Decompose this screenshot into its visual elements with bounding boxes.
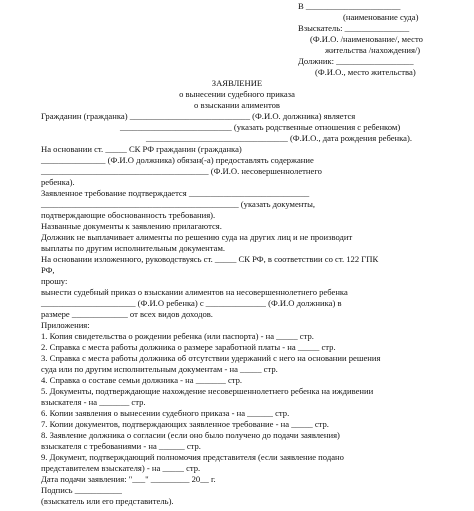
document-subtitle-2: о взыскании алиментов <box>194 100 280 110</box>
attachment-item: 4. Справка о составе семьи должника - на _______ стр. <box>41 375 243 385</box>
attachment-item: 9. Документ, подтверждающий полномочия представителя (если заявление подано <box>41 452 344 462</box>
attachment-item: взыскателя - на _______ стр. <box>41 397 146 407</box>
attachment-item: 1. Копия свидетельства о рождении ребенка (или паспорта) - на _____ стр. <box>41 331 314 341</box>
body-line: _______________________________________ (Ф.И.О. несовершеннолетнего <box>41 166 322 176</box>
body-line: __________________________ (указать родственные отношения с ребенком) <box>120 122 401 132</box>
claimant-caption-2: жительства /нахождения/) <box>325 45 421 55</box>
body-line: выплаты по другим исполнительным документам. <box>41 243 226 253</box>
body-line: Гражданин (гражданка) ____________________________ (Ф.И.О. должника) является <box>41 111 356 121</box>
body-line: ______________________ (Ф.И.О ребенка) с ______________ (Ф.И.О должника) в <box>41 298 342 308</box>
attachment-item: 7. Копии документов, подтверждающих заявленное требование - на _____ стр. <box>41 419 329 429</box>
body-line: подтверждающие обоснованность требования). <box>41 210 216 220</box>
document-title: ЗАЯВЛЕНИЕ <box>211 78 263 88</box>
court-name-caption: (наименование суда) <box>343 12 419 22</box>
body-line: прошу: <box>41 276 68 286</box>
debtor-line: Должник: __________________ <box>298 56 414 66</box>
body-line: Заявленное требование подтверждается ____________________________ <box>41 188 310 198</box>
submission-date: Дата подачи заявления: "___" _________ 20__ г. <box>41 474 216 484</box>
court-line: В ______________________ <box>298 1 401 11</box>
body-line: _________________________________ (Ф.И.О., дата рождения ребенка). <box>146 133 412 143</box>
body-line: Названные документы к заявлению прилагаются. <box>41 221 222 231</box>
signature-line: Подпись ___________ <box>41 485 122 495</box>
attachment-item: 2. Справка с места работы должника о размере заработной платы - на _____ стр. <box>41 342 336 352</box>
attachment-item: взыскателя с требованиями - на ______ стр. <box>41 441 201 451</box>
body-line: размере _____________ от всех видов доходов. <box>41 309 213 319</box>
claimant-line: Взыскатель: _______________ <box>298 23 410 33</box>
body-line: Должник не выплачивает алименты по решению суда на других лиц и не производит <box>41 232 353 242</box>
attachment-item: 3. Справка с места работы должника об отсутствии удержаний с него на основании решения <box>41 353 381 363</box>
body-line: ______________________________________________ (указать документы, <box>41 199 316 209</box>
debtor-caption: (Ф.И.О., место жительства) <box>315 67 416 77</box>
attachment-item: 8. Заявление должника о согласии (если оно было получено до подачи заявления) <box>41 430 340 440</box>
attachment-item: представителем взыскателя) - на _____ стр. <box>41 463 201 473</box>
attachments-heading: Приложения: <box>41 320 90 330</box>
body-line: На основании ст. _____ СК РФ гражданин (гражданка) <box>41 144 242 154</box>
body-line: вынести судебный приказ о взыскании алиментов на несовершеннолетнего ребенка <box>41 287 348 297</box>
signature-caption: (взыскатель или его представитель). <box>41 496 174 506</box>
body-line: РФ, <box>41 265 55 275</box>
attachment-item: 6. Копии заявления о вынесении судебного приказа - на ______ стр. <box>41 408 290 418</box>
body-line: ребенка). <box>41 177 75 187</box>
attachment-item: суда или по другим исполнительным документам - на _____ стр. <box>41 364 278 374</box>
claimant-caption-1: (Ф.И.О. /наименование/, место <box>310 34 423 44</box>
body-line: _______________ (Ф.И.О должника) обязан(-а) предоставлять содержание <box>41 155 314 165</box>
attachment-item: 5. Документы, подтверждающие нахождение несовершеннолетнего ребенка на иждивении <box>41 386 374 396</box>
document-subtitle-1: о вынесении судебного приказа <box>179 89 295 99</box>
body-line: На основании изложенного, руководствуясь ст. _____ СК РФ, в соответствии со ст. 122 ГПК <box>41 254 379 264</box>
